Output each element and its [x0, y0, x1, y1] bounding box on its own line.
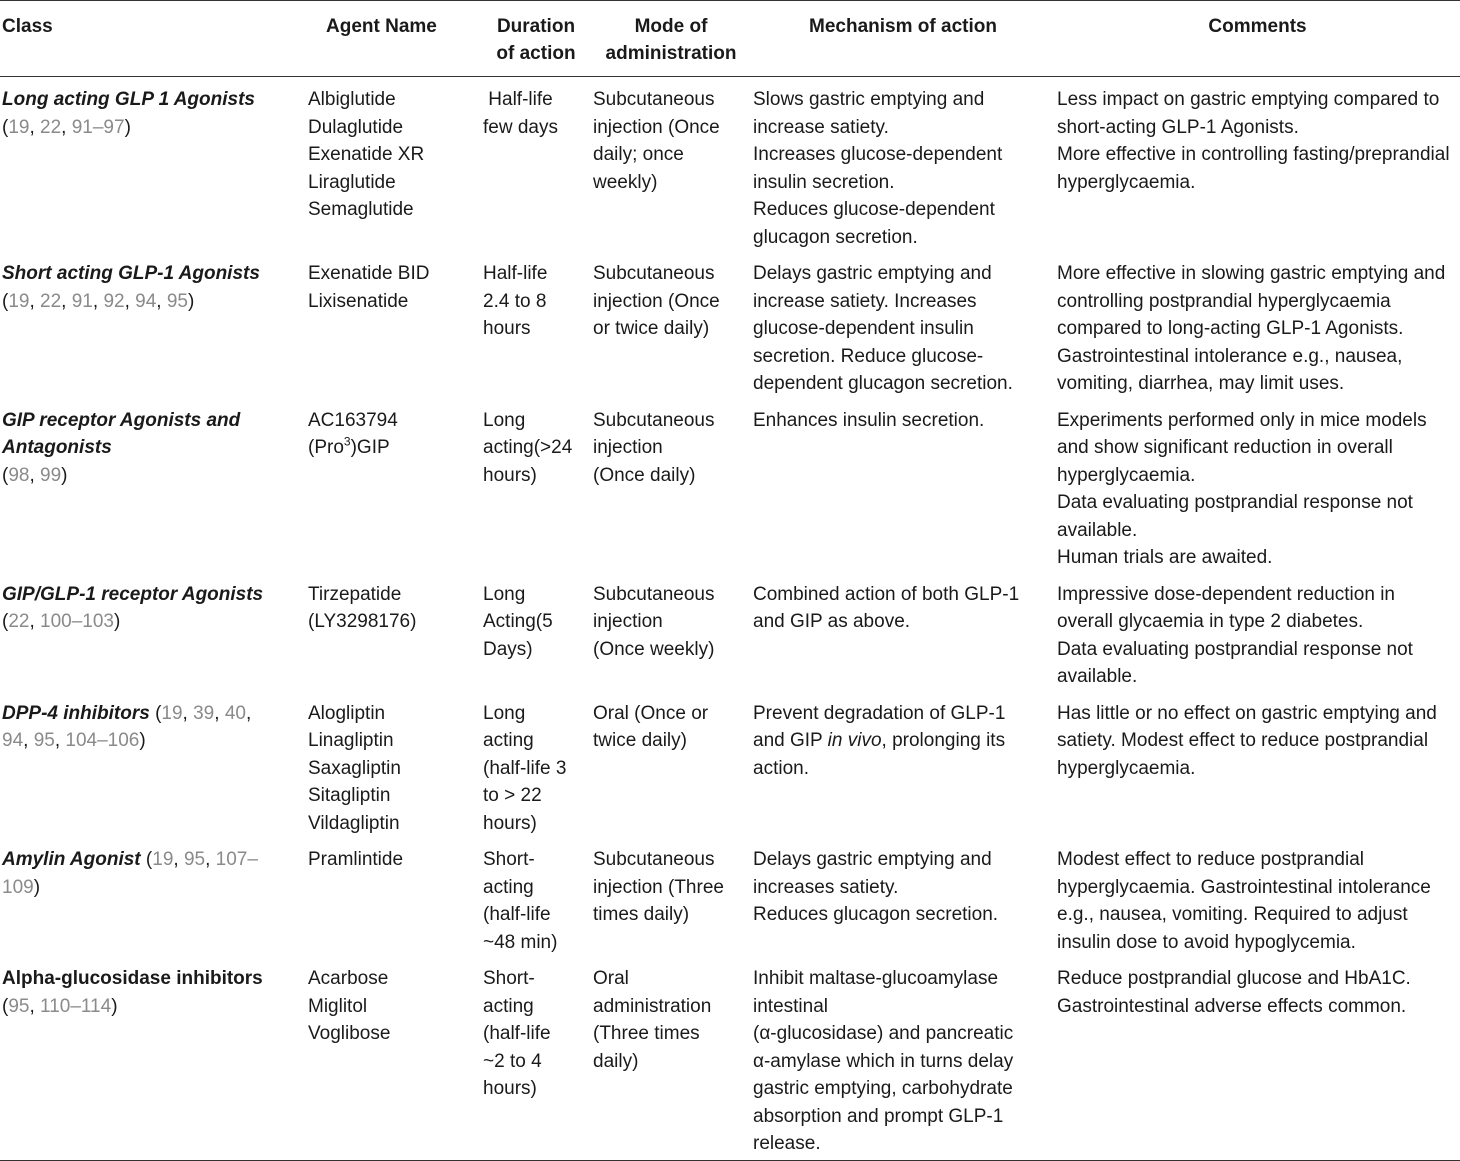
table-row [0, 956, 1460, 1160]
mechanism-line: intestinal [753, 995, 828, 1017]
mode-line: Subcutaneous [593, 849, 715, 870]
mode-line: injection [593, 437, 663, 458]
reference-link[interactable]: 91 [71, 290, 93, 312]
mechanism-line: Reduces glucose-dependent [753, 199, 995, 220]
mechanism-line: Increases glucose-dependent [753, 144, 1003, 165]
class-line: Amylin Agonist (19, 95, 107– [2, 849, 258, 870]
duration-line: acting [483, 876, 534, 898]
class-name: GIP receptor Agonists and [2, 409, 241, 431]
reference-link[interactable]: 104–106 [65, 730, 140, 751]
class-cell [0, 77, 306, 252]
agent-name: Tirzepatide [308, 583, 402, 605]
agent-name: Exenatide BID [308, 263, 430, 284]
mode-line: or twice daily) [593, 318, 710, 339]
comments-cell [1055, 691, 1460, 838]
mechanism-line: Delays gastric emptying and [753, 263, 992, 284]
mode-cell [591, 956, 751, 1160]
duration-line: acting [483, 995, 534, 1017]
mode-cell [591, 691, 751, 838]
comments-cell [1055, 837, 1460, 956]
comment-line: insulin dose to avoid hypoglycemia. [1057, 931, 1356, 953]
comment-line: More effective in slowing gastric emptying and [1057, 263, 1446, 284]
mechanism-line: secretion. Reduce glucose- [753, 345, 984, 367]
comment-line: hyperglycaemia. Gastrointestinal intolerance [1057, 876, 1431, 898]
mechanism-cell [751, 77, 1055, 252]
duration-line: acting [483, 730, 534, 751]
mechanism-line: insulin secretion. [753, 171, 895, 193]
comment-line: Experiments performed only in mice models [1057, 409, 1427, 431]
duration-line: 2.4 to 8 [483, 290, 547, 312]
reference-link[interactable]: 94 [2, 730, 24, 751]
comments-cell [1055, 398, 1460, 572]
duration-cell [481, 77, 591, 252]
duration-line: to > 22 [483, 785, 542, 806]
class-name: Long acting GLP 1 Agonists [2, 89, 255, 110]
comment-line: hyperglycaemia. [1057, 171, 1196, 193]
agent-name: Sitagliptin [308, 785, 391, 806]
reference-link[interactable]: 95 [8, 995, 30, 1017]
mechanism-line: α-amylase which in turns delay [753, 1050, 1014, 1072]
duration-line: Long [483, 583, 526, 605]
reference-link[interactable]: 94 [135, 290, 157, 312]
duration-line: Half-life [483, 89, 553, 110]
header-mode [591, 1, 751, 77]
agent-name: Voglibose [308, 1023, 391, 1044]
mechanism-line: Prevent degradation of GLP-1 [753, 702, 1006, 724]
header-duration-line1: Duration [496, 16, 576, 37]
reference-link[interactable]: 92 [103, 290, 125, 312]
mode-line: Oral (Once or [593, 702, 709, 724]
duration-cell [481, 398, 591, 572]
comment-line: available. [1057, 519, 1138, 541]
mode-cell [591, 837, 751, 956]
mode-line: (Once daily) [593, 464, 696, 486]
mode-line: daily; once [593, 144, 684, 165]
class-name: Alpha-glucosidase inhibitors [2, 968, 263, 989]
mechanism-line: Inhibit maltase-glucoamylase [753, 968, 999, 989]
mechanism-text: and GIP [753, 730, 828, 751]
duration-line: hours) [483, 1078, 537, 1099]
mode-line: times daily) [593, 904, 690, 925]
duration-line: (half-life [483, 904, 551, 925]
duration-cell [481, 251, 591, 398]
agent-cell [306, 572, 481, 691]
agent-name: Vildagliptin [308, 812, 400, 834]
reference-link[interactable]: 99 [40, 464, 62, 486]
agent-name: Liraglutide [308, 171, 396, 193]
comment-line: vomiting, diarrhea, may limit uses. [1057, 373, 1345, 394]
reference-link[interactable]: 100–103 [40, 611, 114, 632]
comment-line: satiety. Modest effect to reduce postprandial [1057, 730, 1429, 751]
agent-cell [306, 251, 481, 398]
reference-link[interactable]: 39 [193, 702, 215, 724]
mode-cell [591, 77, 751, 252]
reference-link[interactable]: 19 [8, 116, 30, 138]
mode-line: injection (Three [593, 876, 724, 898]
comment-line: Modest effect to reduce postprandial [1057, 849, 1365, 870]
header-mode-line1: Mode of [634, 16, 708, 37]
class-cell [0, 398, 306, 572]
references: (19, 22, 91, 92, 94, 95) [2, 290, 195, 312]
reference-link[interactable]: 40 [224, 702, 246, 724]
comment-line: Impressive dose-dependent reduction in [1057, 583, 1395, 605]
references: (19, 22, 91–97) [2, 116, 131, 138]
reference-link[interactable]: 109 [2, 876, 34, 898]
mode-line: injection [593, 611, 663, 632]
comment-line: Gastrointestinal intolerance e.g., nausea, [1057, 345, 1403, 367]
table-row [0, 77, 1460, 252]
mechanism-line: action. [753, 757, 809, 779]
comment-line: hyperglycaemia. [1057, 757, 1196, 779]
mechanism-cell [751, 956, 1055, 1160]
mode-line: administration [593, 995, 712, 1017]
reference-link[interactable]: 95 [166, 290, 188, 312]
comment-line: compared to long-acting GLP-1 Agonists. [1057, 318, 1404, 339]
header-duration [481, 1, 591, 77]
comment-line: Less impact on gastric emptying compared to [1057, 89, 1440, 110]
duration-line: (half-life 3 [483, 757, 567, 779]
reference-link[interactable]: 19 [8, 290, 30, 312]
references: 109) [2, 876, 41, 898]
comment-line: short-acting GLP-1 Agonists. [1057, 116, 1299, 138]
class-line: DPP-4 inhibitors (19, 39, 40, [2, 702, 252, 724]
reference-link[interactable]: 91–97 [71, 116, 125, 138]
duration-line: acting(>24 [483, 437, 573, 458]
header-mode-line2: administration [605, 43, 737, 64]
duration-cell [481, 572, 591, 691]
agent-name: Dulaglutide [308, 116, 404, 138]
duration-line: few days [483, 116, 558, 138]
mode-line: weekly) [593, 171, 658, 193]
mechanism-line: glucagon secretion. [753, 226, 918, 248]
duration-line: Acting(5 [483, 611, 553, 632]
superscript: 3 [343, 434, 351, 449]
mechanism-cell [751, 398, 1055, 572]
class-name: DPP-4 inhibitors [2, 702, 150, 724]
comments-cell [1055, 251, 1460, 398]
table-row [0, 572, 1460, 691]
mode-line: twice daily) [593, 730, 687, 751]
mode-line: Subcutaneous [593, 409, 715, 431]
comment-line: hyperglycaemia. [1057, 464, 1196, 486]
comments-cell [1055, 572, 1460, 691]
mechanism-line: Combined action of both GLP-1 [753, 583, 1020, 605]
duration-line: hours) [483, 812, 537, 834]
comment-line: Gastrointestinal adverse effects common. [1057, 995, 1407, 1017]
reference-link[interactable]: 110–114 [40, 995, 112, 1017]
reference-link[interactable]: 19 [152, 849, 174, 870]
mode-cell [591, 251, 751, 398]
comment-line: e.g., nausea, vomiting. Required to adjust [1057, 904, 1408, 925]
agent-name: Miglitol [308, 995, 368, 1017]
mechanism-cell [751, 691, 1055, 838]
comment-line: Data evaluating postprandial response not [1057, 638, 1413, 660]
mechanism-line: release. [753, 1133, 821, 1154]
mechanism-line: dependent glucagon secretion. [753, 373, 1013, 394]
mode-cell [591, 398, 751, 572]
comment-line: Reduce postprandial glucose and HbA1C. [1057, 968, 1411, 989]
class-name: Antagonists [2, 437, 112, 458]
duration-cell [481, 956, 591, 1160]
mechanism-line: Slows gastric emptying and [753, 89, 985, 110]
duration-line: Short- [483, 849, 535, 870]
mode-line: Subcutaneous [593, 583, 715, 605]
agent-name: Alogliptin [308, 702, 386, 724]
references: 94, 95, 104–106) [2, 730, 146, 751]
table-row [0, 251, 1460, 398]
duration-line: Half-life [483, 263, 548, 284]
reference-link[interactable]: 22 [40, 116, 62, 138]
duration-line: (half-life [483, 1023, 551, 1044]
mechanism-line: increase satiety. Increases [753, 290, 977, 312]
agent-name: Acarbose [308, 968, 389, 989]
mode-line: Oral [593, 968, 629, 989]
agent-name: Linagliptin [308, 730, 394, 751]
reference-link[interactable]: 107– [215, 849, 258, 870]
agent-cell [306, 691, 481, 838]
class-cell [0, 691, 306, 838]
mechanism-line: increase satiety. [753, 116, 889, 138]
comments-cell [1055, 77, 1460, 252]
reference-link[interactable]: 98 [8, 464, 30, 486]
class-cell [0, 956, 306, 1160]
duration-line: Long [483, 409, 526, 431]
mode-line: injection (Once [593, 116, 720, 138]
mechanism-line [753, 727, 1053, 755]
agent-cell [306, 956, 481, 1160]
table-row [0, 837, 1460, 956]
table-row [0, 691, 1460, 838]
mode-cell [591, 572, 751, 691]
mechanism-line: Delays gastric emptying and [753, 849, 992, 870]
comment-line: and show significant reduction in overall [1057, 437, 1393, 458]
duration-line: ~48 min) [483, 931, 558, 953]
comment-line: More effective in controlling fasting/preprandial [1057, 144, 1450, 165]
mechanism-line: gastric emptying, carbohydrate [753, 1078, 1013, 1099]
comment-line: Human trials are awaited. [1057, 547, 1273, 568]
mechanism-cell [751, 572, 1055, 691]
mode-line: Subcutaneous [593, 89, 715, 110]
table-row [0, 398, 1460, 572]
duration-line: hours [483, 318, 531, 339]
reference-link[interactable]: 95 [33, 730, 55, 751]
agent-name: (LY3298176) [308, 611, 417, 632]
agent-name: Pramlintide [308, 849, 404, 870]
mechanism-line: and GIP as above. [753, 611, 911, 632]
comments-cell [1055, 956, 1460, 1160]
references: (95, 110–114) [2, 995, 118, 1017]
comment-line: overall glycaemia in type 2 diabetes. [1057, 611, 1364, 632]
mechanism-cell [751, 837, 1055, 956]
agent-name: Exenatide XR [308, 144, 425, 165]
duration-line: Long [483, 702, 526, 724]
mechanism-text: , prolonging its [881, 730, 1006, 751]
reference-link[interactable]: 95 [183, 849, 206, 870]
header-mechanism: Mechanism of action [751, 1, 1055, 77]
agent-cell [306, 77, 481, 252]
mode-line: injection (Once [593, 290, 720, 312]
agent-name [308, 434, 479, 462]
mechanism-line: increases satiety. [753, 876, 899, 898]
duration-line: hours) [483, 464, 537, 486]
class-name: Amylin Agonist [2, 849, 141, 870]
header-class: Class [0, 1, 306, 77]
comment-line: Data evaluating postprandial response not [1057, 492, 1413, 513]
reference-link[interactable]: 22 [40, 290, 62, 312]
header-row [0, 1, 1460, 77]
header-agent-name: Agent Name [306, 1, 481, 77]
duration-line: Days) [483, 638, 533, 660]
agent-name-suffix: )GIP [350, 437, 390, 458]
duration-cell [481, 837, 591, 956]
mechanism-line: Enhances insulin secretion. [753, 409, 985, 431]
class-name: GIP/GLP-1 receptor Agonists [2, 583, 264, 605]
mechanism-line: glucose-dependent insulin [753, 318, 974, 339]
mechanism-cell [751, 251, 1055, 398]
reference-link[interactable]: 19 [161, 702, 183, 724]
agent-cell [306, 837, 481, 956]
agent-name: Saxagliptin [308, 757, 401, 779]
agent-cell [306, 398, 481, 572]
comment-line: available. [1057, 666, 1138, 687]
header-comments: Comments [1055, 1, 1460, 77]
mode-line: (Three times [593, 1023, 700, 1044]
mechanism-emphasis: in vivo [827, 730, 882, 751]
class-cell [0, 837, 306, 956]
agent-name: Lixisenatide [308, 290, 409, 312]
agent-name: Albiglutide [308, 89, 396, 110]
references: (22, 100–103) [2, 611, 121, 632]
duration-cell [481, 691, 591, 838]
mode-line: (Once weekly) [593, 638, 715, 660]
duration-line: ~2 to 4 [483, 1050, 542, 1072]
agent-name: Semaglutide [308, 199, 414, 220]
class-name: Short acting GLP-1 Agonists [2, 263, 260, 284]
class-cell [0, 251, 306, 398]
mechanism-line: (α-glucosidase) and pancreatic [753, 1023, 1014, 1044]
comment-line: controlling postprandial hyperglycaemia [1057, 290, 1391, 312]
mode-line: daily) [593, 1050, 639, 1072]
mechanism-line: absorption and prompt GLP-1 [753, 1105, 1004, 1127]
mechanism-line: Reduces glucagon secretion. [753, 904, 999, 925]
reference-link[interactable]: 22 [8, 611, 30, 632]
agent-name-prefix: (Pro [308, 437, 344, 458]
header-duration-line2: of action [496, 43, 576, 64]
class-cell [0, 572, 306, 691]
duration-line: Short- [483, 968, 535, 989]
references: (98, 99) [2, 464, 68, 486]
agent-name: AC163794 [308, 409, 398, 431]
comment-line: Has little or no effect on gastric emptying and [1057, 702, 1437, 724]
mode-line: Subcutaneous [593, 263, 715, 284]
